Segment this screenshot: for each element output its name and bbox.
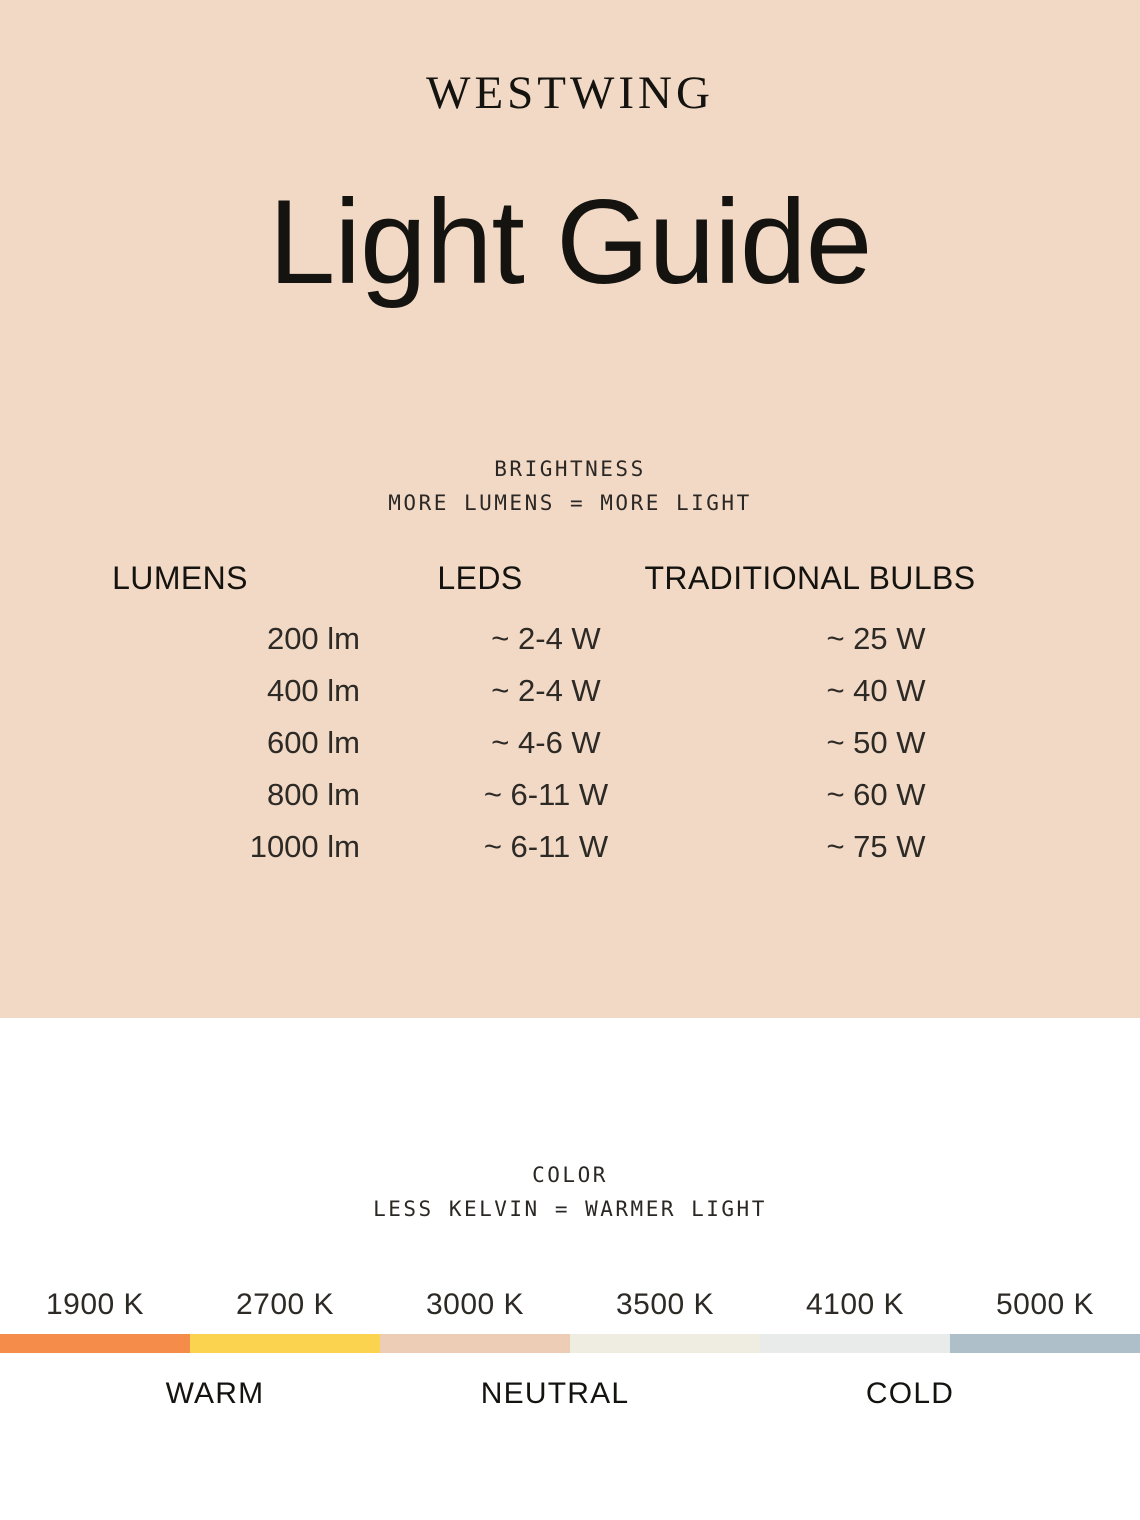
- table-row: [0, 621, 1140, 657]
- cell-leds: ~ 6-11 W: [483, 777, 609, 813]
- cell-lumens: 400 lm: [266, 673, 360, 709]
- kelvin-label: 5000 K: [995, 1288, 1095, 1322]
- brightness-heading: BRIGHTNESS: [494, 457, 646, 481]
- color-swatch: [950, 1334, 1140, 1353]
- zone-label-neutral: NEUTRAL: [480, 1377, 630, 1411]
- cell-lumens: 1000 lm: [249, 829, 360, 865]
- column-header-lumens: LUMENS: [112, 560, 248, 597]
- color-subheading: LESS KELVIN = WARMER LIGHT: [373, 1197, 767, 1222]
- kelvin-label: 1900 K: [45, 1288, 145, 1322]
- color-zone-labels: [0, 1377, 1140, 1411]
- table-row: [0, 829, 1140, 865]
- cell-lumens: 600 lm: [266, 725, 360, 761]
- kelvin-scale-labels: [0, 1288, 1140, 1322]
- cell-bulbs: ~ 75 W: [826, 829, 926, 865]
- color-temperature-gradient-bar: [0, 1334, 1140, 1353]
- color-swatch: [570, 1334, 760, 1353]
- color-swatch: [190, 1334, 380, 1353]
- cell-bulbs: ~ 40 W: [826, 673, 926, 709]
- color-swatch: [0, 1334, 190, 1353]
- zone-label-cold: COLD: [865, 1377, 955, 1411]
- brightness-subheading: MORE LUMENS = MORE LIGHT: [388, 491, 752, 516]
- color-swatch: [760, 1334, 950, 1353]
- color-heading: COLOR: [532, 1163, 608, 1187]
- column-header-traditional-bulbs: TRADITIONAL BULBS: [644, 560, 976, 597]
- cell-lumens: 200 lm: [266, 621, 360, 657]
- page-title: Light Guide: [268, 175, 872, 309]
- cell-bulbs: ~ 50 W: [826, 725, 926, 761]
- cell-bulbs: ~ 25 W: [826, 621, 926, 657]
- cell-leds: ~ 4-6 W: [491, 725, 601, 761]
- kelvin-label: 4100 K: [805, 1288, 905, 1322]
- kelvin-label: 3500 K: [615, 1288, 715, 1322]
- brightness-table: [0, 560, 1140, 865]
- color-swatch: [380, 1334, 570, 1353]
- cell-leds: ~ 2-4 W: [491, 673, 601, 709]
- table-row: [0, 725, 1140, 761]
- zone-label-warm: WARM: [165, 1377, 265, 1411]
- table-row: [0, 777, 1140, 813]
- table-header-row: [0, 560, 1140, 597]
- color-panel: [0, 1018, 1140, 1520]
- cell-leds: ~ 2-4 W: [491, 621, 601, 657]
- kelvin-label: 3000 K: [425, 1288, 525, 1322]
- cell-bulbs: ~ 60 W: [826, 777, 926, 813]
- brightness-section-header: [0, 452, 1140, 520]
- cell-leds: ~ 6-11 W: [483, 829, 609, 865]
- cell-lumens: 800 lm: [266, 777, 360, 813]
- table-row: [0, 673, 1140, 709]
- brand-wordmark: WESTWING: [426, 67, 714, 119]
- column-header-leds: LEDS: [437, 560, 523, 597]
- color-section-header: [0, 1018, 1140, 1226]
- kelvin-label: 2700 K: [235, 1288, 335, 1322]
